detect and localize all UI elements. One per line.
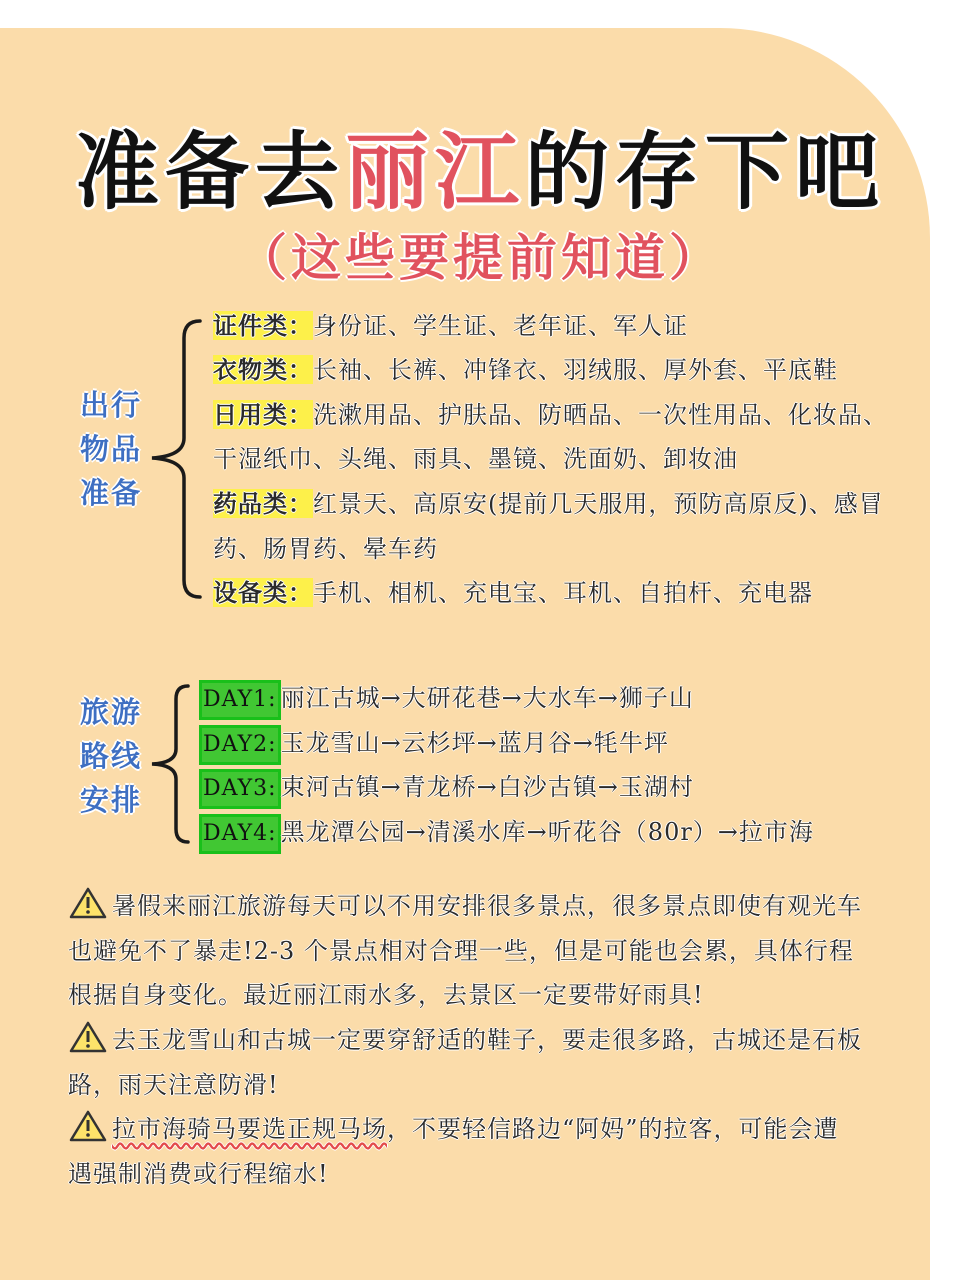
tip-3: 拉市海骑马要选正规马场，不要轻信路边“阿妈”的拉客，可能会遭 遇强制消费或行程缩水! (68, 1107, 898, 1196)
packing-row-clothing: 衣物类：长袖、长裤、冲锋衣、羽绒服、厚外套、平底鞋 (213, 355, 838, 384)
route-brace (148, 683, 198, 845)
warning-icon (68, 1109, 108, 1143)
packing-row-documents: 证件类：身份证、学生证、老年证、军人证 (213, 311, 688, 340)
warning-icon (68, 886, 108, 920)
warning-icon (68, 1020, 108, 1054)
day-badge: DAY1: (199, 680, 281, 720)
packing-brace (148, 318, 210, 600)
day-badge: DAY3: (199, 769, 281, 809)
tip-1: 暑假来丽江旅游每天可以不用安排很多景点，很多景点即使有观光车 也避免不了暴走!2-3 个景点相对合理一些，但是可能也会累，具体行程 根据自身变化。最近丽江雨水多，去景区一定要带好雨具! (68, 884, 898, 1018)
route-section-label: 旅游 路线 安排 (80, 695, 143, 817)
packing-row-daily-cont: 干湿纸巾、头绳、雨具、墨镜、洗面奶、卸妆油 (213, 445, 738, 473)
tip-2: 去玉龙雪山和古城一定要穿舒适的鞋子，要走很多路，古城还是石板 路，雨天注意防滑! (68, 1018, 898, 1107)
packing-row-daily: 日用类：洗漱用品、护肤品、防晒品、一次性用品、化妆品、 (213, 400, 888, 429)
day-badge: DAY2: (199, 725, 281, 765)
route-day-2: DAY2: 玉龙雪山→云杉坪→蓝月谷→牦牛坪 (199, 721, 669, 765)
title-highlight: 丽江 (344, 122, 525, 221)
page-subtitle: （这些要提前知道） (237, 228, 723, 287)
route-day-3: DAY3: 束河古镇→青龙桥→白沙古镇→玉湖村 (199, 765, 694, 809)
page-title: 准备去丽江的存下吧 (74, 122, 886, 221)
route-day-1: DAY1: 丽江古城→大研花巷→大水车→狮子山 (199, 676, 694, 720)
packing-row-devices: 设备类：手机、相机、充电宝、耳机、自拍杆、充电器 (213, 578, 813, 607)
day-badge: DAY4: (199, 814, 281, 854)
packing-row-medicine-cont: 药、肠胃药、晕车药 (213, 535, 438, 563)
packing-row-medicine: 药品类：红景天、高原安(提前几天服用，预防高原反)、感冒 (213, 489, 884, 518)
packing-section-label: 出行 物品 准备 (80, 388, 143, 510)
route-day-4: DAY4: 黑龙潭公园→清溪水库→听花谷（80r）→拉市海 (199, 810, 814, 854)
underlined-warning: 拉市海骑马要选正规马场 (112, 1115, 387, 1143)
